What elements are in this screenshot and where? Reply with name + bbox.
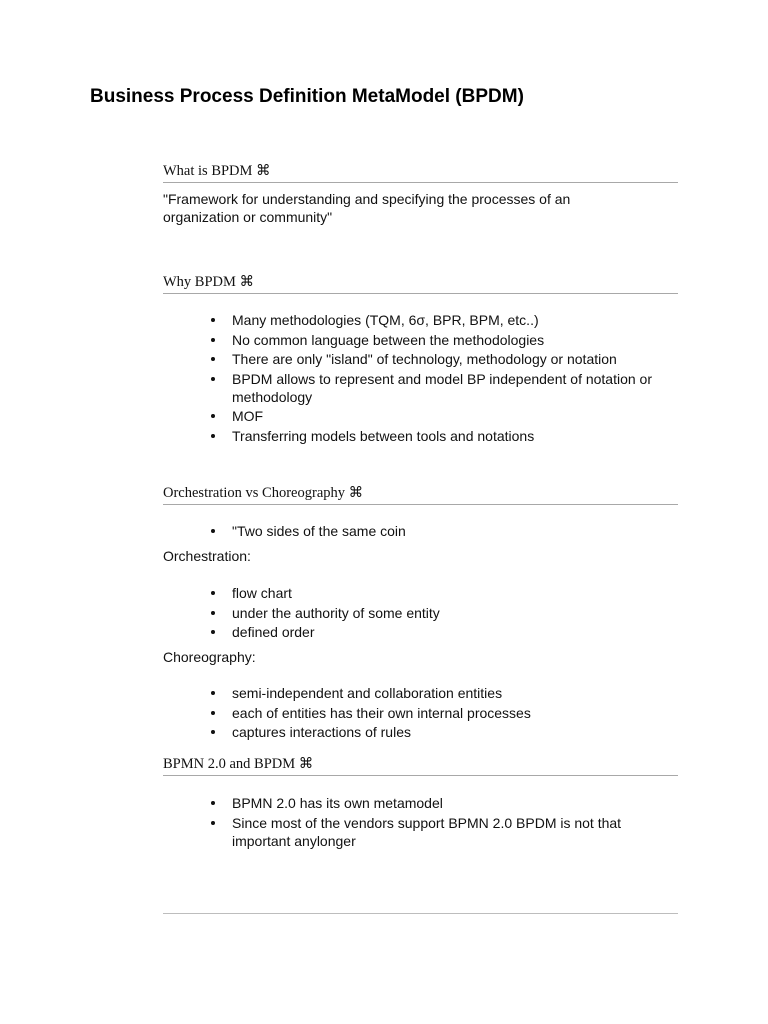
list-item: each of entities has their own internal processes	[232, 704, 682, 722]
section-heading-orchestration-vs-choreography: Orchestration vs Choreography ⌘	[163, 484, 678, 505]
list-item: MOF	[232, 407, 682, 425]
list-item: semi-independent and collaboration entities	[232, 684, 682, 702]
list-item: captures interactions of rules	[232, 723, 682, 741]
page-title: Business Process Definition MetaModel (BPDM)	[90, 86, 524, 107]
orchestration-label: Orchestration:	[163, 548, 251, 564]
section-heading-what-is-bpdm: What is BPDM ⌘	[163, 162, 678, 183]
list-item: "Two sides of the same coin	[232, 522, 682, 540]
choreography-label: Choreography:	[163, 649, 256, 665]
list-item: flow chart	[232, 584, 682, 602]
orch-intro-list	[209, 522, 682, 542]
list-item: BPMN 2.0 has its own metamodel	[232, 794, 682, 812]
definition-quote: "Framework for understanding and specifying the processes of an organization or community"	[163, 191, 571, 225]
why-bpdm-list	[209, 311, 682, 446]
list-item: Transferring models between tools and notations	[232, 427, 682, 445]
list-item: under the authority of some entity	[232, 604, 682, 622]
footer-divider	[163, 913, 678, 914]
list-item: BPDM allows to represent and model BP independent of notation or methodology	[232, 370, 682, 406]
list-item: defined order	[232, 623, 682, 641]
orchestration-list	[209, 584, 682, 643]
list-item: There are only "island" of technology, methodology or notation	[232, 350, 682, 368]
choreography-list	[209, 684, 682, 743]
list-item: No common language between the methodologies	[232, 331, 682, 349]
section-heading-why-bpdm: Why BPDM ⌘	[163, 273, 678, 294]
bpmn-list	[209, 794, 682, 851]
section-heading-bpmn-and-bpdm: BPMN 2.0 and BPDM ⌘	[163, 755, 678, 776]
list-item: Since most of the vendors support BPMN 2.0 BPDM is not that important anylonger	[232, 814, 682, 850]
list-item: Many methodologies (TQM, 6σ, BPR, BPM, etc..)	[232, 311, 682, 329]
